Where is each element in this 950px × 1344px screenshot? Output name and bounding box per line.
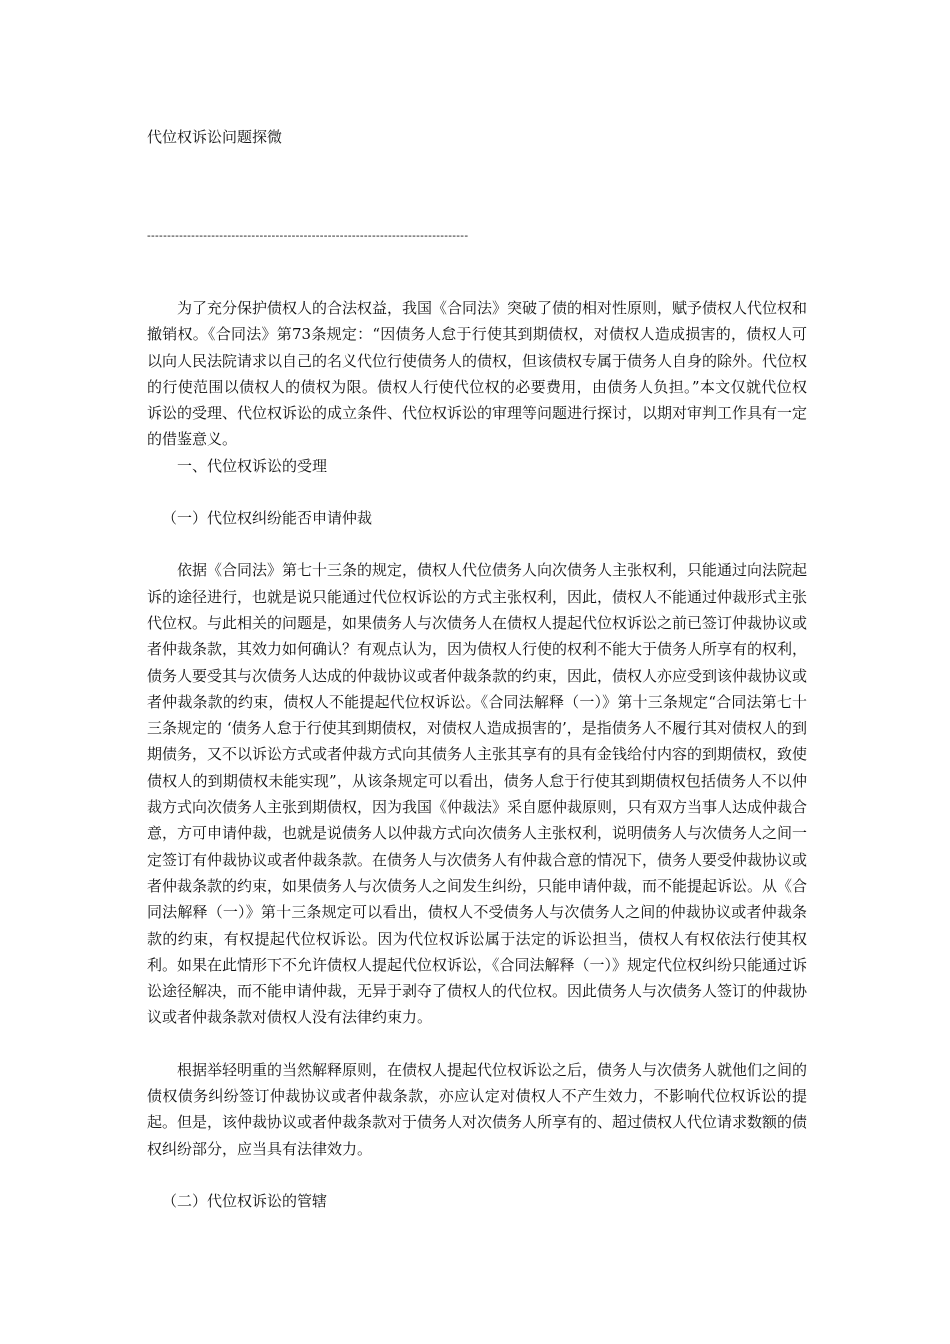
paragraph-arbitration: 依据《合同法》第七十三条的规定，债权人代位债务人向次债务人主张权利，只能通过向法院起诉的途径进行，也就是说只能通过代位权诉讼的方式主张权利，因此，债权人不能通过仲裁形式主张代位权。与此相关的问题是，如果债务人与次债务人在债权人提起代位权诉讼之前已签订仲裁协议或者仲裁条款，其效力如何确认？有观点认为，因为债权人行使的权利不能大于债务人所享有的权利，债务人要受其与次债务人达成的仲裁协议或者仲裁条款的约束，因此，债权人亦应受到该仲裁协议或者仲裁条款的约束，债权人不能提起代位权诉讼。《合同法解释（一）》第十三条规定“合同法第七十三条规定的 ‘债务人怠于行使其到期债权，对债权人造成损害的’，是指债务人不履行其对债权人的到期债务，又不以诉讼方式或者仲裁方式向其债务人主张其享有的具有金钱给付内容的到期债权，致使债权人的到期债权未能实现”，从该条规定可以看出，债务人怠于行使其到期债权包括债务人不以仲裁方式向次债务人主张到期债权，因为我国《仲裁法》采自愿仲裁原则，只有双方当事人达成仲裁合意，方可申请仲裁，也就是说债务人以仲裁方式向次债务人主张权利，说明债务人与次债务人之间一定签订有仲裁协议或者仲裁条款。在债务人与次债务人有仲裁合意的情况下，债务人要受仲裁协议或者仲裁条款的约束，如果债务人与次债务人之间发生纠纷，只能申请仲裁，而不能提起诉讼。从《合同法解释（一）》第十三条规定可以看出，债权人不受债务人与次债务人之间的仲裁协议或者仲裁条款的约束，有权提起代位权诉讼。因为代位权诉讼属于法定的诉讼担当，债权人有权依法行使其权利。如果在此情形下不允许债权人提起代位权诉讼，《合同法解释（一）》规定代位权纠纷只能通过诉讼途径解决，而不能申请仲裁，无异于剥夺了债权人的代位权。因此债务人与次债务人签订的仲裁协议或者仲裁条款对债权人没有法律约束力。 xyxy=(147,561,808,1027)
subsection-heading-2: （二）代位权诉讼的管辖 xyxy=(162,1191,328,1210)
paragraph-interpretation: 根据举轻明重的当然解释原则，在债权人提起代位权诉讼之后，债务人与次债务人就他们之间的债权债务纠纷签订仲裁协议或者仲裁条款，亦应认定对债权人不产生效力，不影响代位权诉讼的提起。但是，该仲裁协议或者仲裁条款对于债务人对次债务人所享有的、超过债权人代位请求数额的债权纠纷部分，应当具有法律效力。 xyxy=(147,1060,808,1158)
document-title: 代位权诉讼问题探微 xyxy=(147,128,283,146)
document-body xyxy=(147,295,807,1214)
section-heading-1: 一、代位权诉讼的受理 xyxy=(177,456,328,475)
subsection-heading-1: （一）代位权纠纷能否申请仲裁 xyxy=(162,509,373,528)
paragraph-intro: 为了充分保护债权人的合法权益，我国《合同法》突破了债的相对性原则，赋予债权人代位权和撤销权。《合同法》第73条规定：“因债务人怠于行使其到期债权，对债权人造成损害的，债权人可以向人民法院请求以自己的名义代位行使债务人的债权，但该债权专属于债务人自身的除外。代位权的行使范围以债权人的债权为限。债权人行使代位权的必要费用，由债务人负担。”本文仅就代位权诉讼的受理、代位权诉讼的成立条件、代位权诉讼的审理等问题进行探讨，以期对审判工作具有一定的借鉴意义。 xyxy=(147,299,808,449)
separator-rule: -------------------------------------------------------------------------------- xyxy=(147,229,469,242)
